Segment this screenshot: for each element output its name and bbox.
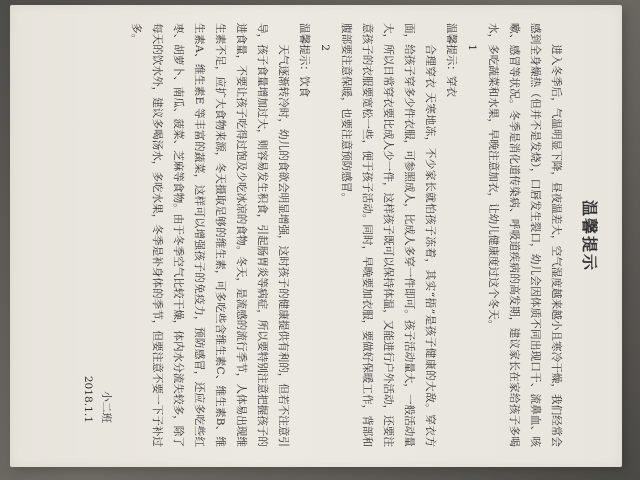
section1-number: 1: [466, 44, 478, 51]
rotated-document: [16, 5, 616, 467]
paper-sheet: [10, 5, 622, 467]
section2-heading: 温馨提示：饮食: [298, 23, 310, 98]
section2-paragraph: 天气逐渐转冷时，幼儿的食欲会明显增强，这时孩子的健康提供有利的，但若不注意引导，孩子食量增加过大，则容易发生积食，引起肠胃炎等病症，所以要特别注意把握孩子的进食量，不要让孩子吃得过饱及少吃冰凉的食物。冬天，是流感的流行季节，人体易出现维生素不足，应扩大食物来源，冬天摄取足够的维生素，可多吃些含维生素C、维生素B、维生素A、维生素E 等丰富的蔬菜，这样可以增强孩子的免疫力，预防感冒，还应多吃些红枣、胡萝卜、南瓜、菠菜、芝麻等食物。由于冬季空气比较干燥，体内水分流失较多，除了每天的饮水外，建议多喝汤水，多吃水果，冬季是补身体的季节，但要注意不要一下子补过多。: [130, 23, 289, 447]
section1-paragraph: 合理穿衣 天寒地冻，不少家长就怕孩子冻着，其实“捂”是孩子健康的大敌。穿衣方面，给孩子穿多少件衣服，可参照成人，比成人多穿一件即可。孩子活动量大，一般活动量大，所以日常穿衣要比成人少一件，这样孩子既可以保持体温，又能进行户外活动，还要注意孩子的衣服要宽松一些，便于孩子活动。同时，早晚要加衣服，要做好保暖工作，背部和腹部要注意保暖，也要注意预防感冒。: [340, 23, 436, 447]
document-body: [26, 23, 566, 447]
signature-date: 2018.1.1: [82, 375, 94, 423]
document-title: 温馨提示: [580, 199, 599, 272]
signature-block: [79, 23, 115, 447]
section2-number: 2: [319, 44, 331, 51]
section1-heading: 温馨提示：穿衣: [445, 23, 457, 98]
signature-class: 小二班: [100, 391, 112, 423]
intro-paragraph: 进入冬季后，气温明显下降，昼夜温差大，空气湿度越来越小且寒冷干燥，我们经常会感到全身燥热（但并不是发烧），口唇发生裂口，幼儿会因体质不同出现口干、流鼻血、咳嗽、感冒等状况。冬季是消化道传染病、呼吸道疾病的高发期，建议家长在家给孩子多喝水，多吃蔬菜和水果，早晚注意加衣，让幼儿健康度过这个冬天。: [487, 23, 562, 447]
